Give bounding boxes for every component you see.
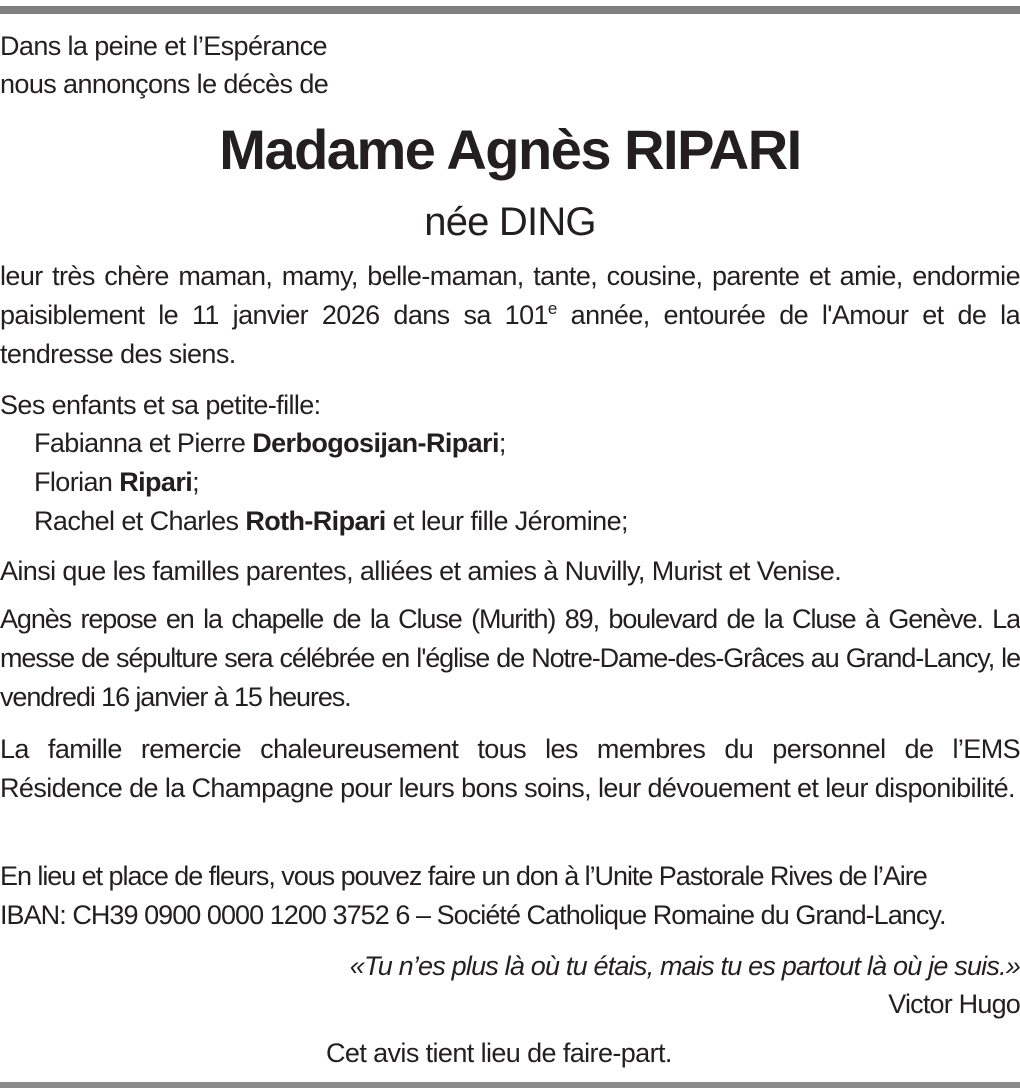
- description-paragraph: [0, 257, 1020, 374]
- family-member-given-names: Rachel et Charles: [34, 506, 246, 536]
- family-member-surname: Derbogosijan-Ripari: [252, 428, 499, 458]
- family-member-given-names: Fabianna et Pierre: [34, 428, 253, 458]
- thanks-paragraph: La famille remercie chaleureusement tous les membres du personnel de l’EMS Résidence de la Champagne pour leurs bons soins, leur dévouement et leur disponibilité.: [0, 734, 1020, 803]
- description-text-1: leur très chère maman, mamy, belle-maman, tante, cousine, parente et amie, endormie paisiblement le 11 janvier 2026 dans sa 101: [0, 261, 1020, 330]
- deceased-name: Madame Agnès RIPARI: [219, 118, 801, 181]
- maiden-name: née DING: [424, 200, 596, 244]
- funeral-details-paragraph: Agnès repose en la chapelle de la Cluse (Murith) 89, boulevard de la Cluse à Genève. La messe de sépulture sera célébrée en l'église de Notre-Dame-des-Grâces au Grand-Lancy, le vendredi 16 janvier à 15 heures.: [0, 604, 1020, 712]
- family-member-given-names: Florian: [34, 467, 120, 497]
- quote-text: «Tu n’es plus là où tu étais, mais tu es partout là où je suis.»: [349, 951, 1020, 981]
- family-heading: Ses enfants et sa petite-fille:: [0, 390, 321, 420]
- intro-line-2: nous annonçons le décès de: [0, 69, 329, 99]
- description-superscript: e: [547, 299, 557, 318]
- quote-author: Victor Hugo: [888, 989, 1020, 1019]
- bottom-rule: [0, 1082, 1020, 1088]
- footer-note: Cet avis tient lieu de faire-part.: [326, 1038, 672, 1068]
- family-member-surname: Ripari: [119, 467, 193, 497]
- extended-family-line: Ainsi que les familles parentes, alliées et amies à Nuvilly, Murist et Venise.: [0, 556, 842, 586]
- donation-line-2: IBAN: CH39 0900 0000 1200 3752 6 – Société Catholique Romaine du Grand-Lancy.: [0, 900, 946, 930]
- family-member-suffix: ;: [498, 428, 506, 458]
- intro-line-1: Dans la peine et l’Espérance: [0, 31, 327, 61]
- description-text-2: année, entourée de l'Amour et de la tendresse des siens.: [0, 300, 1020, 369]
- family-member: [34, 427, 506, 459]
- family-member-suffix: ;: [192, 467, 200, 497]
- family-member-suffix: et leur fille Jéromine;: [385, 506, 628, 536]
- family-member: [34, 466, 199, 498]
- family-member-surname: Roth-Ripari: [245, 506, 386, 536]
- top-rule: [0, 6, 1020, 14]
- donation-line-1: En lieu et place de fleurs, vous pouvez faire un don à l’Unite Pastorale Rives de l’Aire: [0, 861, 927, 891]
- family-member: [34, 505, 628, 537]
